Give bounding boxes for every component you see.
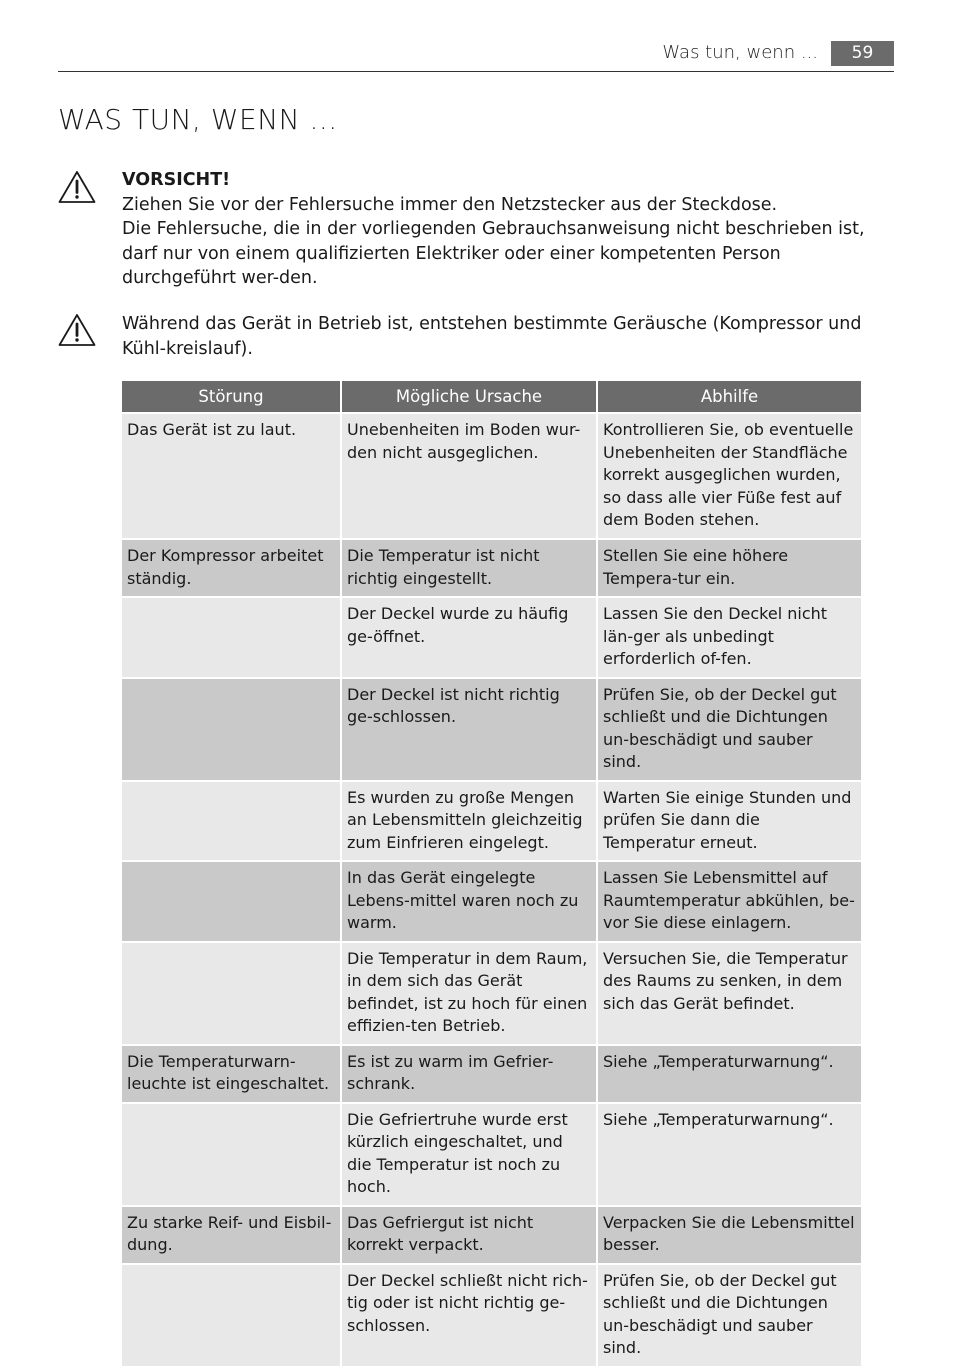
cell-remedy: Versuchen Sie, die Temperatur des Raums zu senken, in dem sich das Gerät befindet.: [598, 943, 861, 1044]
table-row: [122, 1046, 861, 1102]
cell-remedy: Siehe „Temperaturwarnung“.: [598, 1104, 861, 1205]
table-row: [122, 943, 861, 1044]
caution-line: Die Fehlersuche, die in der vorliegenden Gebrauchsanweisung nicht beschrieben ist, darf nur von einem qualifizierten Elektriker oder einer kompetenten Person durchgeführt wer-den.: [122, 219, 865, 288]
cell-remedy: Siehe „Temperaturwarnung“.: [598, 1046, 861, 1102]
cell-cause: Es ist zu warm im Gefrier-schrank.: [342, 1046, 596, 1102]
noise-note: [122, 312, 896, 361]
table-row: [122, 540, 861, 596]
cell-cause: Der Deckel wurde zu häufig ge-öffnet.: [342, 598, 596, 677]
cell-remedy: Prüfen Sie, ob der Deckel gut schließt und die Dichtungen un-beschädigt und sauber sind.: [598, 1265, 861, 1366]
cell-problem: Das Gerät ist zu laut.: [122, 414, 340, 538]
troubleshooting-table: [120, 379, 863, 1368]
cell-cause: Der Deckel schließt nicht rich-tig oder ist nicht richtig ge-schlossen.: [342, 1265, 596, 1366]
cell-cause: Es wurden zu große Mengen an Lebensmitteln gleichzeitig zum Einfrieren eingelegt.: [342, 782, 596, 861]
cell-remedy: Prüfen Sie, ob der Deckel gut schließt und die Dichtungen un-beschädigt und sauber sind.: [598, 679, 861, 780]
cell-cause: Der Deckel ist nicht richtig ge-schlossen.: [342, 679, 596, 780]
table-row: [122, 1265, 861, 1366]
table-row: [122, 679, 861, 780]
column-header-stoerung: Störung: [122, 381, 340, 412]
cell-problem: Der Kompressor arbeitet ständig.: [122, 540, 340, 596]
table-header-row: [122, 381, 861, 412]
cell-problem: [122, 862, 340, 941]
cell-problem: [122, 1104, 340, 1205]
cell-cause: Das Gefriergut ist nicht korrekt verpackt.: [342, 1207, 596, 1263]
cell-cause: Die Gefriertruhe wurde erst kürzlich eingeschaltet, und die Temperatur ist noch zu hoch.: [342, 1104, 596, 1205]
running-header-title: Was tun, wenn ...: [662, 42, 818, 63]
page-title: WAS TUN, WENN ...: [58, 103, 338, 136]
cell-remedy: Stellen Sie eine höhere Tempera-tur ein.: [598, 540, 861, 596]
cell-problem: [122, 1265, 340, 1366]
cell-problem: [122, 679, 340, 780]
cell-cause: In das Gerät eingelegte Lebens-mittel waren noch zu warm.: [342, 862, 596, 941]
cell-problem: Die Temperaturwarn-leuchte ist eingeschaltet.: [122, 1046, 340, 1102]
cell-problem: [122, 943, 340, 1044]
cell-problem: Zu starke Reif- und Eisbil-dung.: [122, 1207, 340, 1263]
cell-remedy: Warten Sie einige Stunden und prüfen Sie dann die Temperatur erneut.: [598, 782, 861, 861]
column-header-abhilfe: Abhilfe: [598, 381, 861, 412]
caution-line: Ziehen Sie vor der Fehlersuche immer den Netzstecker aus der Steckdose.: [122, 194, 778, 215]
caution-heading: VORSICHT!: [122, 170, 231, 190]
cell-cause: Die Temperatur in dem Raum, in dem sich das Gerät befindet, ist zu hoch für einen effizien-ten Betrieb.: [342, 943, 596, 1044]
table-row: [122, 598, 861, 677]
table-row: [122, 1104, 861, 1205]
cell-remedy: Verpacken Sie die Lebensmittel besser.: [598, 1207, 861, 1263]
column-header-ursache: Mögliche Ursache: [342, 381, 596, 412]
cell-problem: [122, 598, 340, 677]
page-number: 59: [831, 41, 894, 66]
table-row: [122, 414, 861, 538]
header-rule: [58, 71, 894, 72]
cell-remedy: Lassen Sie Lebensmittel auf Raumtemperatur abkühlen, be-vor Sie diese einlagern.: [598, 862, 861, 941]
cell-cause: Unebenheiten im Boden wur-den nicht ausgeglichen.: [342, 414, 596, 538]
table-row: [122, 782, 861, 861]
table-row: [122, 1207, 861, 1263]
caution-block: [122, 168, 896, 291]
cell-cause: Die Temperatur ist nicht richtig eingestellt.: [342, 540, 596, 596]
cell-remedy: Lassen Sie den Deckel nicht län-ger als unbedingt erforderlich of-fen.: [598, 598, 861, 677]
noise-note-text: Während das Gerät in Betrieb ist, entstehen bestimmte Geräusche (Kompressor und Kühl-kreislauf).: [122, 314, 862, 359]
cell-remedy: Kontrollieren Sie, ob eventuelle Unebenheiten der Standfläche korrekt ausgeglichen wurden, so dass alle vier Füße fest auf dem Boden stehen.: [598, 414, 861, 538]
cell-problem: [122, 782, 340, 861]
warning-triangle-icon: [58, 313, 96, 347]
table-row: [122, 862, 861, 941]
warning-triangle-icon: [58, 170, 96, 204]
